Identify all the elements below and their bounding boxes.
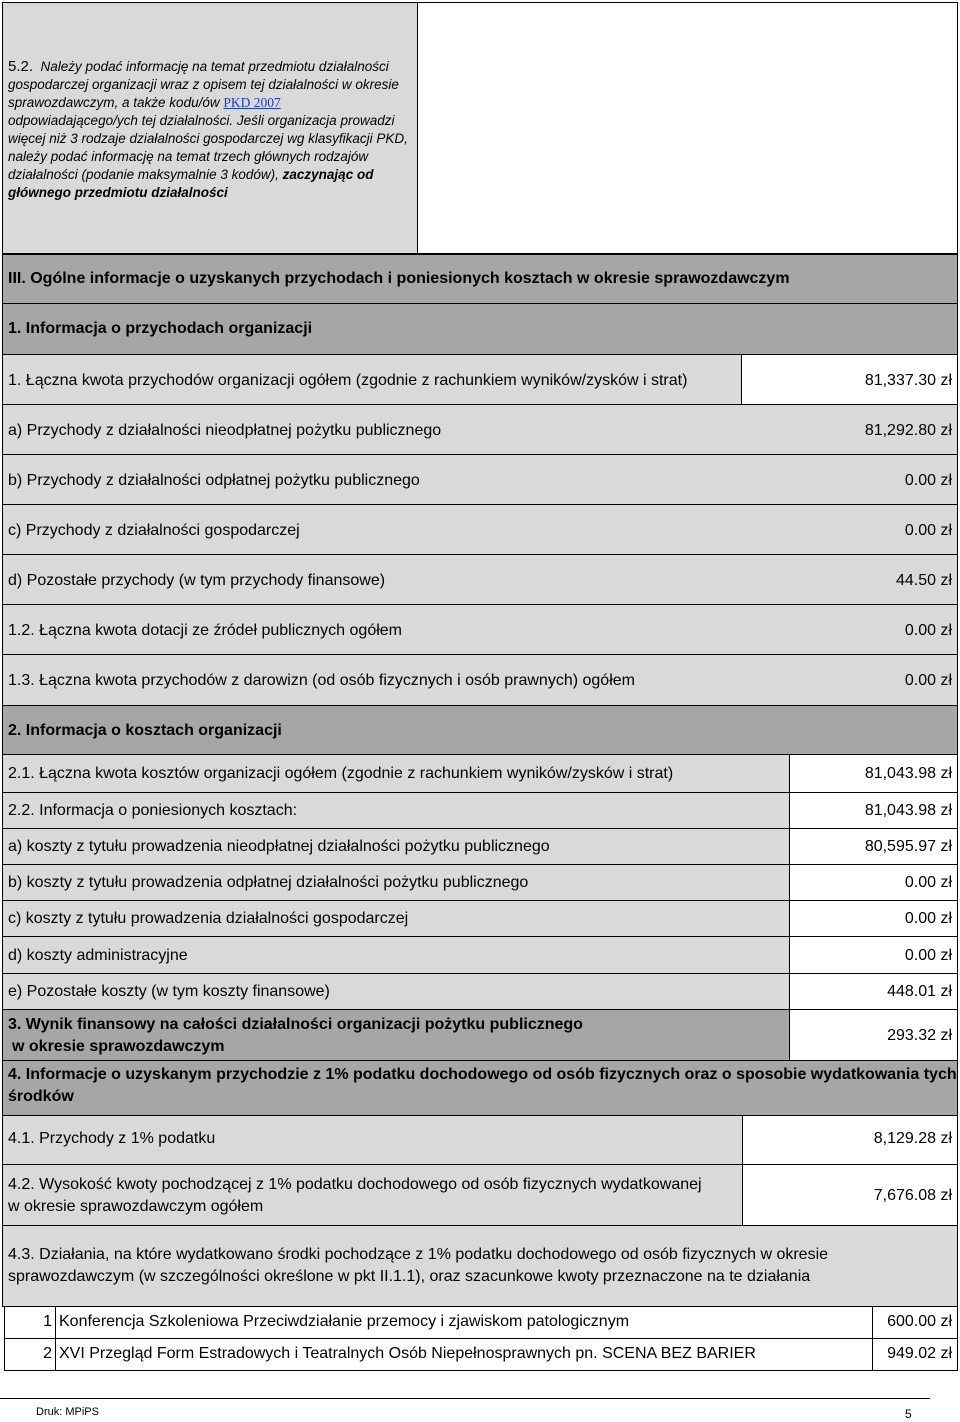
onepercent-row2-value: 7,676.08 zł [873,1187,952,1204]
income-row-value: 0.00 zł [904,522,952,539]
onepercent-row3-line2: sprawozdawczym (w szczególności określone w pkt II.1.1), oraz szacunkowe kwoty przeznaczone na te działania [8,1268,811,1285]
intro-number: 5.2. [8,58,34,75]
section-title: III. Ogólne informacje o uzyskanych przychodach i poniesionych kosztach w okresie sprawozdawczym [8,270,790,287]
income-row-value: 81,292.80 zł [864,422,952,439]
cost-row-value: 448.01 zł [887,983,952,1000]
income-row-label: a) Przychody z działalności nieodpłatnej pożytku publicznego [8,422,442,439]
intro-text [8,58,410,202]
intro-text-bold: zaczynając od głównego przedmiotu działalności [8,167,374,200]
activity-number: 2 [43,1345,52,1362]
income-row-label: 1.2. Łączna kwota dotacji ze źródeł publicznych ogółem [8,622,402,639]
cost-row-value: 0.00 zł [904,947,952,964]
cost-row-label: 2.2. Informacja o poniesionych kosztach: [8,802,298,819]
income-row-label: 1. Łączna kwota przychodów organizacji ogółem (zgodnie z rachunkiem wyników/zysków i strat) [8,372,688,389]
onepercent-row1-label: 4.1. Przychody z 1% podatku [8,1130,216,1147]
activity-number: 1 [43,1313,52,1330]
income-row-value: 81,337.30 zł [864,372,952,389]
pkd-link[interactable]: PKD 2007 [223,95,281,110]
income-row-value: 0.00 zł [904,672,952,689]
onepercent-row2-label-line2: w okresie sprawozdawczym ogółem [8,1198,264,1215]
cost-row-value: 81,043.98 zł [864,802,952,819]
onepercent-header-line2: środków [8,1088,74,1105]
onepercent-row2-label-line1: 4.2. Wysokość kwoty pochodzącej z 1% podatku dochodowego od osób fizycznych wydatkowanej [8,1176,702,1193]
cost-row-label: e) Pozostałe koszty (w tym koszty finansowe) [8,983,330,1000]
activity-name: Konferencja Szkoleniowa Przeciwdziałanie przemocy i zjawiskom patologicznym [59,1313,630,1330]
intro-answer-box [417,2,958,254]
income-row-label: d) Pozostałe przychody (w tym przychody finansowe) [8,572,386,589]
onepercent-row1-value: 8,129.28 zł [873,1130,952,1147]
income-row-label: 1.3. Łączna kwota przychodów z darowizn (od osób fizycznych i osób prawnych) ogółem [8,672,635,689]
cost-row-value: 0.00 zł [904,874,952,891]
intro-text-part1: Należy podać informację na temat przedmiotu działalności gospodarczej organizacji wraz z opisem tej działalności w okresie sprawozdawczym, a także kodu/ów [8,59,399,110]
income-row-label: c) Przychody z działalności gospodarczej [8,522,300,539]
income-row-value: 0.00 zł [904,472,952,489]
income-header: 1. Informacja o przychodach organizacji [8,320,313,337]
income-row-value: 0.00 zł [904,622,952,639]
footer-print-label: Druk: MPiPS [36,1406,99,1418]
income-row-label: b) Przychody z działalności odpłatnej pożytku publicznego [8,472,420,489]
cost-row-label: c) koszty z tytułu prowadzenia działalności gospodarczej [8,910,409,927]
cost-row-value: 0.00 zł [904,910,952,927]
cost-row-label: d) koszty administracyjne [8,947,188,964]
footer-page-number: 5 [905,1407,912,1421]
cost-row-value: 80,595.97 zł [864,838,952,855]
result-label-line2: w okresie sprawozdawczym [12,1038,225,1055]
cost-row-label: b) koszty z tytułu prowadzenia odpłatnej działalności pożytku publicznego [8,874,529,891]
result-value: 293.32 zł [887,1027,952,1044]
costs-header: 2. Informacja o kosztach organizacji [8,722,282,739]
footer-divider [0,1398,930,1399]
cost-row-label: a) koszty z tytułu prowadzenia nieodpłatnej działalności pożytku publicznego [8,838,550,855]
onepercent-row3-line1: 4.3. Działania, na które wydatkowano środki pochodzące z 1% podatku dochodowego od osób fizycznych w okresie [8,1246,829,1263]
cost-row-label: 2.1. Łączna kwota kosztów organizacji ogółem (zgodnie z rachunkiem wyników/zysków i strat) [8,765,674,782]
activity-name: XVI Przegląd Form Estradowych i Teatralnych Osób Niepełnosprawnych pn. SCENA BEZ BARIER [59,1345,756,1362]
income-row-value: 44.50 zł [895,572,952,589]
activity-amount: 949.02 zł [887,1345,952,1362]
activity-amount: 600.00 zł [887,1313,952,1330]
result-label-line1: 3. Wynik finansowy na całości działalności organizacji pożytku publicznego [8,1016,583,1033]
cost-row-value: 81,043.98 zł [864,765,952,782]
onepercent-header-line1: 4. Informacje o uzyskanym przychodzie z 1% podatku dochodowego od osób fizycznych oraz o sposobie wydatkowania tych [8,1066,957,1083]
intro-text-part2: odpowiadającego/ych tej działalności. Jeśli organizacja prowadzi więcej niż 3 rodzaje działalności gospodarczej wg klasyfikacji PKD, należy podać informację na temat trzech głównych rodzajów działalności (podanie maksymalnie 3 kodów), [8,113,408,182]
